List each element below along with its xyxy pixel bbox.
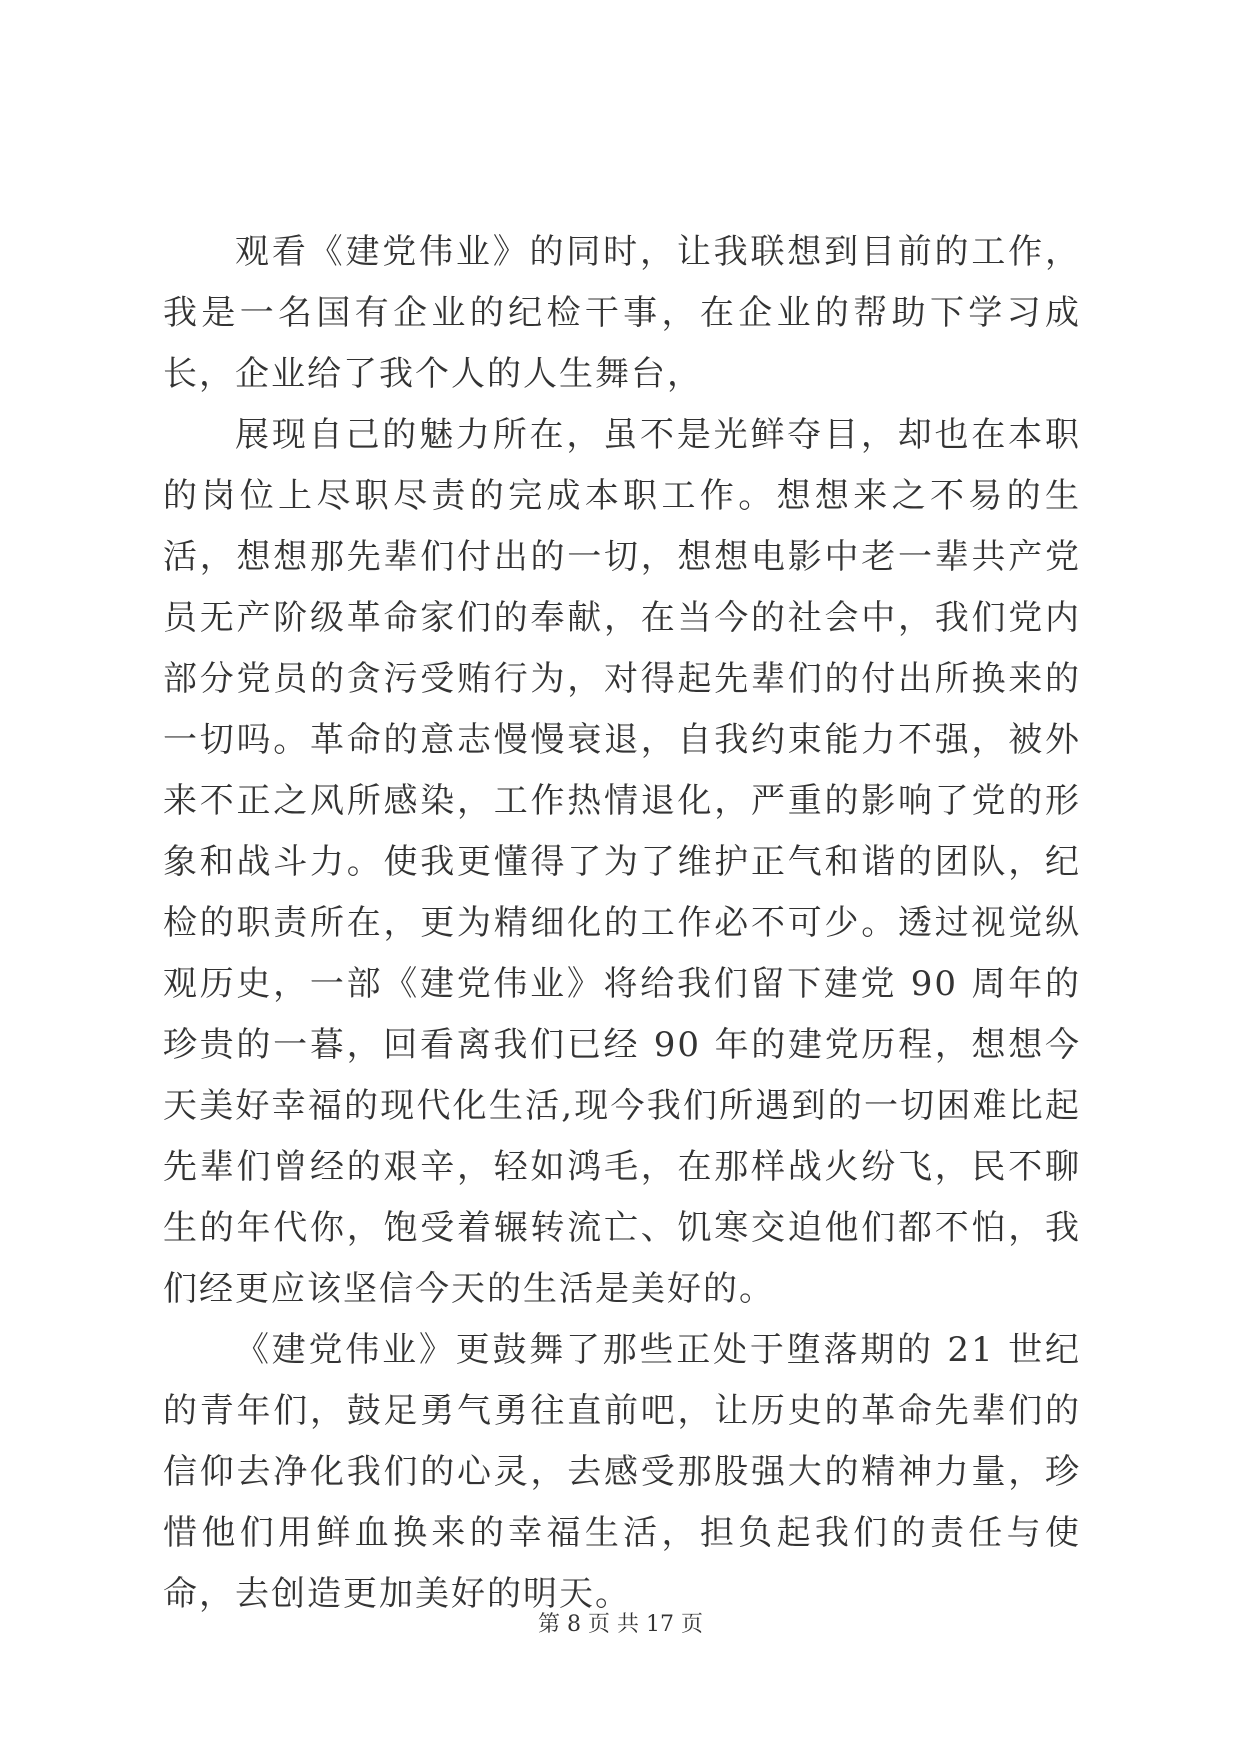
paragraph: 观看《建党伟业》的同时，让我联想到目前的工作，我是一名国有企业的纪检干事，在企业的帮助下学习成长，企业给了我个人的人生舞台， xyxy=(163,232,1081,394)
paragraph: 《建党伟业》更鼓舞了那些正处于堕落期的 21 世纪的青年们，鼓足勇气勇往直前吧，让历史的革命先辈们的信仰去净化我们的心灵，去感受那股强大的精神力量，珍惜他们用鲜血换来的幸福生活，担负起我们的责任与使命，去创造更加美好的明天。 xyxy=(163,1330,1081,1614)
paragraph: 展现自己的魅力所在，虽不是光鲜夺目，却也在本职的岗位上尽职尽责的完成本职工作。想想来之不易的生活，想想那先辈们付出的一切，想想电影中老一辈共产党员无产阶级革命家们的奉献，在当今的社会中，我们党内部分党员的贪污受贿行为，对得起先辈们的付出所换来的一切吗。革命的意志慢慢衰退，自我约束能力不强，被外来不正之风所感染，工作热情退化，严重的影响了党的形象和战斗力。使我更懂得了为了维护正气和谐的团队，纪检的职责所在，更为精细化的工作必不可少。透过视觉纵观历史，一部《建党伟业》将给我们留下建党 90 周年的珍贵的一暮，回看离我们已经 90 年的建党历程，想想今天美好幸福的现代化生活,现今我们所遇到的一切困难比起先辈们曾经的艰辛，轻如鸿毛，在那样战火纷飞，民不聊生的年代你，饱受着辗转流亡、饥寒交迫他们都不怕，我们经更应该坚信今天的生活是美好的。 xyxy=(163,415,1081,1309)
page-number-footer: 第 8 页 共 17 页 xyxy=(538,1612,703,1637)
document-body xyxy=(163,222,1081,1625)
